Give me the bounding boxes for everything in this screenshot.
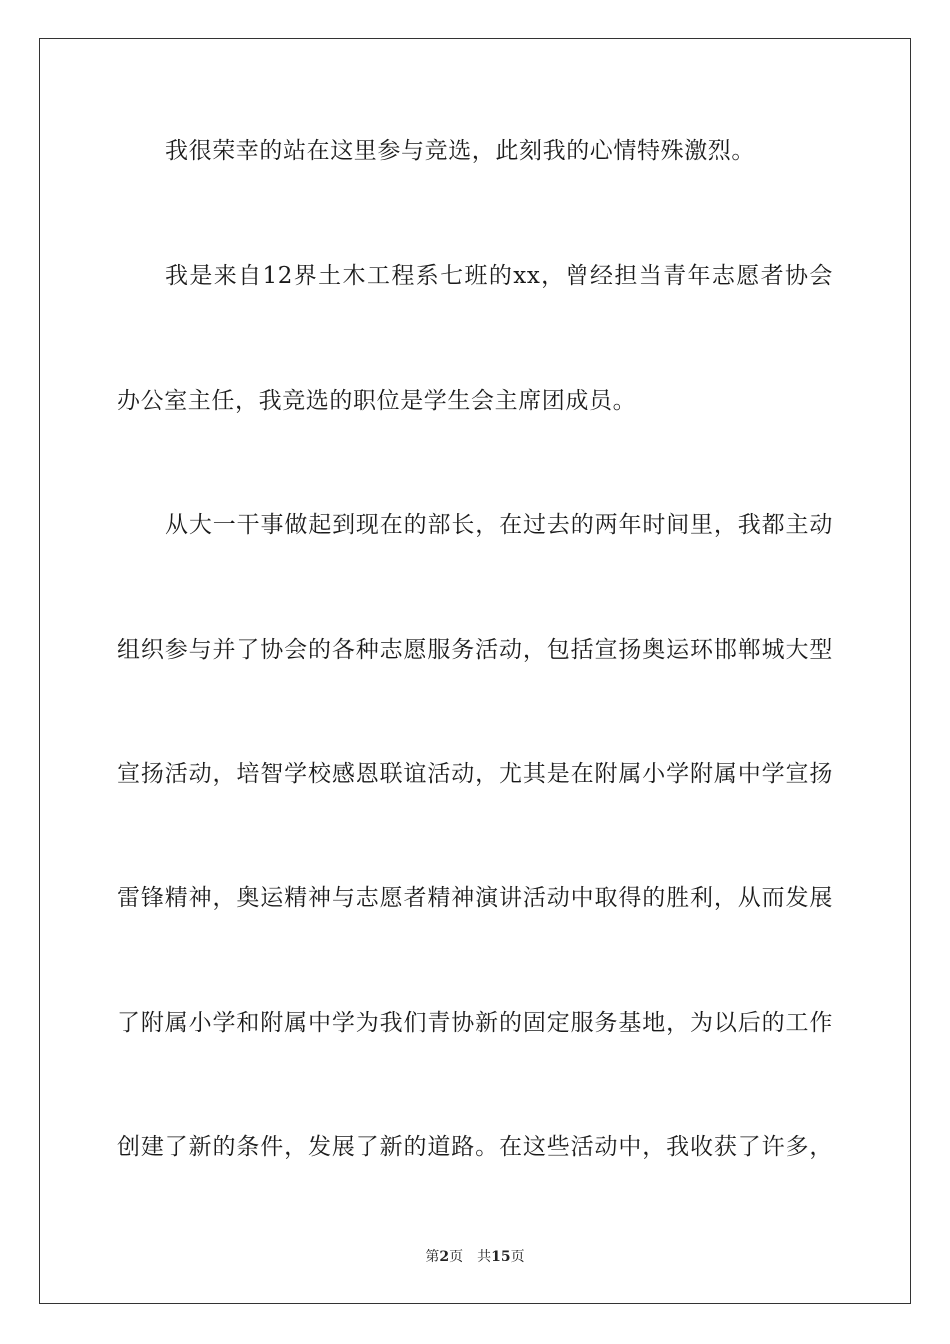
page-number-prefix: 第 xyxy=(425,1249,440,1265)
paragraph-line: 了附属小学和附属中学为我们青协新的固定服务基地，为以后的工作 xyxy=(117,1010,833,1036)
paragraph-line: 创建了新的条件，发展了新的道路。在这些活动中，我收获了许多， xyxy=(117,1134,833,1160)
paragraph-line: 从大一干事做起到现在的部长，在过去的两年时间里，我都主动 xyxy=(165,512,833,538)
paragraph-line: 我是来自12界土木工程系七班的xx，曾经担当青年志愿者协会 xyxy=(165,263,833,289)
paragraph-line: 组织参与并了协会的各种志愿服务活动，包括宣扬奥运环邯郸城大型 xyxy=(117,637,833,663)
paragraph-line: 我很荣幸的站在这里参与竞选，此刻我的心情特殊激烈。 xyxy=(165,138,755,164)
total-pages-suffix: 页 xyxy=(510,1249,525,1265)
paragraph-line: 雷锋精神，奥运精神与志愿者精神演讲活动中取得的胜利，从而发展 xyxy=(117,885,833,911)
page-number: 2 xyxy=(439,1249,450,1265)
total-pages: 15 xyxy=(491,1249,511,1265)
page-footer xyxy=(0,1248,950,1266)
paragraph-line: 办公室主任，我竞选的职位是学生会主席团成员。 xyxy=(117,388,637,414)
total-pages-prefix: 共 xyxy=(477,1249,492,1265)
paragraph-line: 宣扬活动，培智学校感恩联谊活动，尤其是在附属小学附属中学宣扬 xyxy=(117,761,833,787)
page-number-suffix: 页 xyxy=(449,1249,464,1265)
page-border xyxy=(39,38,911,1304)
